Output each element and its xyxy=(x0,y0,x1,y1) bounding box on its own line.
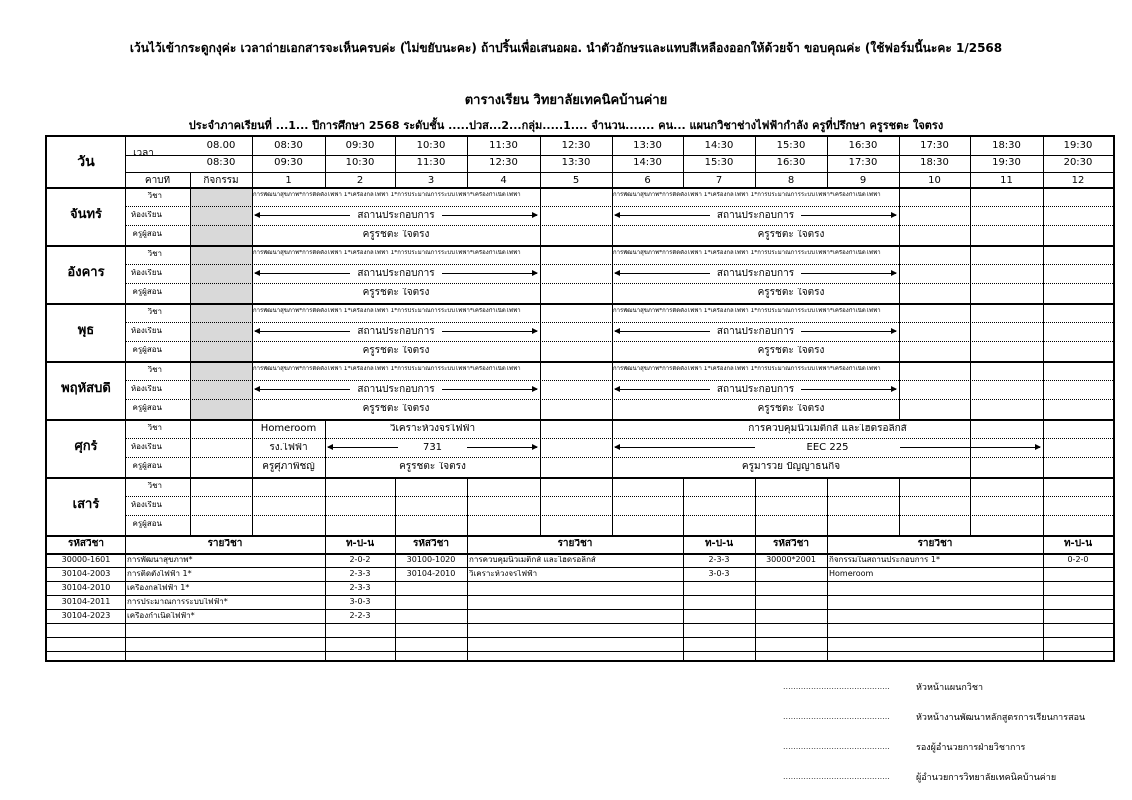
signature-title: หัวหน้าแผนกวิชา xyxy=(916,683,984,693)
left-arrow xyxy=(615,331,710,332)
col-line xyxy=(325,477,326,535)
period-number: 8 xyxy=(787,176,795,186)
col-line xyxy=(970,187,971,245)
subject-cell: การพัฒนาสุขภาพ*การติดตั้งไฟฟ้า 1*เครื่องกลไฟฟ้า 1*การประมาณการระบบไฟฟ้า*เครื่องกำเนิดไฟฟ้า xyxy=(613,250,881,256)
start-time: 16:30 xyxy=(848,141,878,151)
course-code: 30104-2011 xyxy=(61,598,111,606)
row-label-room: ห้องเรียน xyxy=(130,501,162,509)
left-arrow xyxy=(615,389,710,390)
col-line xyxy=(125,419,126,477)
period-number: 10 xyxy=(928,176,941,186)
end-time: 19:30 xyxy=(992,158,1021,168)
row-label-teacher: ครูผู้สอน xyxy=(132,404,162,412)
col-line xyxy=(190,245,191,303)
day-header: วัน xyxy=(77,155,95,169)
room-cell: 731 xyxy=(422,443,443,453)
course-header: รายวิชา xyxy=(917,539,953,549)
course-code: 30100-1020 xyxy=(406,556,456,564)
col-line xyxy=(540,303,541,361)
activity-header: กิจกรรม xyxy=(203,176,239,186)
course-col-line xyxy=(827,535,828,660)
room-cell: สถานประกอบการ xyxy=(357,211,435,221)
end-time: 20:30 xyxy=(1063,158,1093,168)
room-cell: สถานประกอบการ xyxy=(716,327,795,337)
right-arrow xyxy=(442,389,537,390)
class-info: ประจำภาคเรียนที่ ...1... ปีการศึกษา 2568 ระดับชั้น .....ปวส...2...กลุ่ม.....1.... จำนวน....... คน... แผนกวิชาช่างไฟฟ้ากำลัง ครูที่ปรึกษา ครูรชตะ ใจตรง xyxy=(188,119,944,132)
start-time: 19:30 xyxy=(1063,141,1093,151)
homeroom-room: รง.ไฟฟ้า xyxy=(269,443,308,453)
time-header: เวลา xyxy=(133,149,154,159)
course-header: รายวิชา xyxy=(557,539,593,549)
col-line xyxy=(125,361,126,419)
subrow-line xyxy=(125,341,1113,342)
course-row-line xyxy=(47,637,1113,638)
start-time: 13:30 xyxy=(633,141,662,151)
day-separator xyxy=(47,303,1113,305)
signature-title: ผู้อำนวยการวิทยาลัยเทคนิคบ้านค่าย xyxy=(916,773,1057,783)
end-time: 13:30 xyxy=(561,158,591,168)
page-title: ตารางเรียน วิทยาลัยเทคนิคบ้านค่าย xyxy=(464,93,668,108)
left-arrow xyxy=(615,273,710,274)
end-time: 14:30 xyxy=(633,158,662,168)
col-line xyxy=(540,187,541,245)
right-arrow xyxy=(801,215,896,216)
period-number: 1 xyxy=(285,176,292,186)
col-line xyxy=(190,477,191,535)
course-credit: 2-0-2 xyxy=(349,556,371,564)
col-line xyxy=(755,477,756,535)
course-code: 30104-2023 xyxy=(61,612,111,620)
col-line xyxy=(970,303,971,361)
course-name: การติดตั้งไฟฟ้า 1* xyxy=(127,570,192,578)
row-label-teacher: ครูผู้สอน xyxy=(132,346,162,354)
right-arrow xyxy=(801,389,896,390)
subject-cell: วิเคราะห์วงจรไฟฟ้า xyxy=(389,424,476,434)
day-separator xyxy=(47,245,1113,247)
col-line xyxy=(125,245,126,303)
left-arrow xyxy=(255,331,350,332)
course-header: รหัสวิชา xyxy=(412,539,450,549)
course-code: 30104-2010 xyxy=(61,584,111,592)
course-code: 30000-1601 xyxy=(61,556,111,564)
subrow-line xyxy=(125,225,1113,226)
signature-line: .......................................... xyxy=(783,712,890,721)
col-line xyxy=(467,477,468,535)
col-line xyxy=(125,187,126,245)
teacher-cell: ครูรชตะ ใจตรง xyxy=(362,288,430,298)
course-credit: 2-2-3 xyxy=(349,612,371,620)
col-line xyxy=(125,477,126,535)
right-arrow xyxy=(900,447,1040,448)
start-time: 12:30 xyxy=(561,141,591,151)
subject-cell: การพัฒนาสุขภาพ*การติดตั้งไฟฟ้า 1*เครื่องกลไฟฟ้า 1*การประมาณการระบบไฟฟ้า*เครื่องกำเนิดไฟฟ้า xyxy=(613,192,881,198)
end-time: 09:30 xyxy=(274,158,303,168)
course-name: การประมาณการระบบไฟฟ้า* xyxy=(127,598,228,606)
teacher-cell: ครูรชตะ ใจตรง xyxy=(757,230,825,240)
course-header: รายวิชา xyxy=(207,539,243,549)
teacher-cell: ครูรชตะ ใจตรง xyxy=(362,230,430,240)
period-number: 5 xyxy=(572,176,580,186)
col-line xyxy=(683,477,684,535)
room-cell: สถานประกอบการ xyxy=(716,385,795,395)
start-time: 08:30 xyxy=(274,141,303,151)
course-header-line xyxy=(47,553,1113,555)
col-line xyxy=(612,477,613,535)
course-code: 30000*2001 xyxy=(766,556,816,564)
row-label-subject: วิชา xyxy=(147,308,162,316)
col-line xyxy=(540,245,541,303)
subject-cell: การพัฒนาสุขภาพ*การติดตั้งไฟฟ้า 1*เครื่องกลไฟฟ้า 1*การประมาณการระบบไฟฟ้า*เครื่องกำเนิดไฟฟ้า xyxy=(253,366,521,372)
end-time: 18:30 xyxy=(920,158,949,168)
header-line xyxy=(125,172,1113,173)
end-time: 12:30 xyxy=(489,158,518,168)
course-col-line xyxy=(395,535,396,660)
end-time: 15:30 xyxy=(704,158,734,168)
col-line xyxy=(1043,303,1044,361)
homeroom-teacher: ครูศุภาพิชญ์ xyxy=(262,462,315,472)
subrow-line xyxy=(125,438,1113,439)
day-separator xyxy=(47,419,1113,421)
course-header: ท-ป-น xyxy=(345,539,375,549)
right-arrow xyxy=(442,215,537,216)
col-line xyxy=(125,303,126,361)
signature-title: หัวหน้างานพัฒนาหลักสูตรการเรียนการสอน xyxy=(916,713,1086,723)
start-time: 17:30 xyxy=(920,141,949,151)
period-header: คาบที่ xyxy=(144,176,171,186)
row-label-room: ห้องเรียน xyxy=(130,385,162,393)
col-line xyxy=(1043,361,1044,419)
teacher-cell: ครูมารวย ปัญญาธนกิจ xyxy=(741,462,841,472)
teacher-cell: ครูรชตะ ใจตรง xyxy=(362,404,430,414)
start-time: 08.00 xyxy=(206,141,236,151)
left-arrow xyxy=(615,215,710,216)
subject-cell: การพัฒนาสุขภาพ*การติดตั้งไฟฟ้า 1*เครื่องกลไฟฟ้า 1*การประมาณการระบบไฟฟ้า*เครื่องกำเนิดไฟฟ้า xyxy=(253,250,521,256)
end-time: 17:30 xyxy=(848,158,878,168)
teacher-cell: ครูรชตะ ใจตรง xyxy=(399,462,466,472)
right-arrow xyxy=(442,331,537,332)
period-number: 4 xyxy=(500,176,507,186)
col-line xyxy=(540,361,541,419)
subrow-line xyxy=(125,457,1113,458)
course-header: รหัสวิชา xyxy=(67,539,105,549)
subrow-line xyxy=(125,206,1113,207)
room-cell: EEC 225 xyxy=(806,443,849,453)
course-col-line xyxy=(755,535,756,660)
col-line xyxy=(190,361,191,419)
row-label-subject: วิชา xyxy=(147,192,162,200)
course-credit: 2-3-3 xyxy=(349,570,371,578)
course-header: ท-ป-น xyxy=(704,539,734,549)
day-separator xyxy=(47,477,1113,479)
day-name: อังคาร xyxy=(67,266,105,279)
signature-line: .......................................... xyxy=(783,772,890,781)
course-col-line xyxy=(683,535,684,660)
start-time: 15:30 xyxy=(776,141,806,151)
day-name: พฤหัสบดี xyxy=(61,382,111,395)
row-label-subject: วิชา xyxy=(147,482,162,490)
row-label-subject: วิชา xyxy=(147,424,162,432)
col-line xyxy=(190,303,191,361)
end-time: 08:30 xyxy=(206,158,236,168)
room-cell: สถานประกอบการ xyxy=(357,385,435,395)
course-credit: 2-3-3 xyxy=(708,556,730,564)
subrow-line xyxy=(125,264,1113,265)
course-row-line xyxy=(47,651,1113,652)
subrow-line xyxy=(125,515,1113,516)
room-cell: สถานประกอบการ xyxy=(716,269,795,279)
col-line xyxy=(540,419,541,477)
teacher-cell: ครูรชตะ ใจตรง xyxy=(757,288,825,298)
period-number: 6 xyxy=(644,176,651,186)
col-line xyxy=(970,245,971,303)
left-arrow xyxy=(328,447,398,448)
row-label-teacher: ครูผู้สอน xyxy=(132,230,162,238)
subject-cell: การควบคุมนิวเมติกส์ และไฮดรอลิกส์ xyxy=(748,424,907,434)
signature-line: .......................................... xyxy=(783,682,890,691)
subrow-line xyxy=(125,322,1113,323)
room-cell: สถานประกอบการ xyxy=(716,211,795,221)
col-line xyxy=(540,477,541,535)
room-cell: สถานประกอบการ xyxy=(357,269,435,279)
teacher-cell: ครูรชตะ ใจตรง xyxy=(757,346,825,356)
course-credit: 3-0-3 xyxy=(349,598,371,606)
period-number: 11 xyxy=(1000,176,1013,186)
course-row-line xyxy=(47,623,1113,624)
period-number: 3 xyxy=(427,176,435,186)
day-name: พุธ xyxy=(77,324,95,337)
subject-cell: การพัฒนาสุขภาพ*การติดตั้งไฟฟ้า 1*เครื่องกลไฟฟ้า 1*การประมาณการระบบไฟฟ้า*เครื่องกำเนิดไฟฟ้า xyxy=(253,308,521,314)
col-line xyxy=(827,477,828,535)
col-line xyxy=(1043,245,1044,303)
course-name: เครื่องกำเนิดไฟฟ้า* xyxy=(127,612,195,620)
col-line xyxy=(899,477,900,535)
course-credit: 2-3-3 xyxy=(349,584,371,592)
signature-title: รองผู้อำนวยการฝ่ายวิชาการ xyxy=(916,743,1026,753)
course-row-line xyxy=(47,595,1113,596)
subrow-line xyxy=(125,399,1113,400)
col-line xyxy=(395,477,396,535)
left-arrow xyxy=(255,215,350,216)
course-name: การควบคุมนิวเมติกส์ และไฮดรอลิกส์ xyxy=(469,556,596,564)
row-label-teacher: ครูผู้สอน xyxy=(132,520,162,528)
period-number: 7 xyxy=(715,176,723,186)
subject-cell: การพัฒนาสุขภาพ*การติดตั้งไฟฟ้า 1*เครื่องกลไฟฟ้า 1*การประมาณการระบบไฟฟ้า*เครื่องกำเนิดไฟฟ้า xyxy=(253,192,521,198)
col-line xyxy=(970,477,971,535)
subrow-line xyxy=(125,496,1113,497)
course-credit: 0-2-0 xyxy=(1067,556,1089,564)
course-col-line xyxy=(125,535,126,660)
start-time: 18:30 xyxy=(992,141,1021,151)
subject-cell: การพัฒนาสุขภาพ*การติดตั้งไฟฟ้า 1*เครื่องกลไฟฟ้า 1*การประมาณการระบบไฟฟ้า*เครื่องกำเนิดไฟฟ้า xyxy=(613,308,881,314)
start-time: 14:30 xyxy=(704,141,734,151)
col-line xyxy=(1043,187,1044,245)
end-time: 16:30 xyxy=(776,158,806,168)
col-line xyxy=(252,477,253,535)
instruction-note: เว้นไว้เข้ากระดูกงุค่ะ เวลาถ่ายเอกสารจะเห็นครบค่ะ (ไม่ขยับนะคะ) ถ้าปริ้นเพื่อเสนอผอ. นำตัวอักษรและแทบสีเหลืองออกให้ด้วยจ้า ขอบคุณค่ะ (ใช้ฟอร์มนี้นะคะ 1/2568 xyxy=(129,41,1003,55)
teacher-cell: ครูรชตะ ใจตรง xyxy=(757,404,825,414)
course-row-line xyxy=(47,609,1113,610)
col-line xyxy=(190,419,191,477)
col-line xyxy=(190,187,191,245)
course-name: วิเคราะห์วงจรไฟฟ้า xyxy=(469,570,538,578)
row-label-teacher: ครูผู้สอน xyxy=(132,288,162,296)
course-row-line xyxy=(47,567,1113,568)
row-label-room: ห้องเรียน xyxy=(130,211,162,219)
start-time: 09:30 xyxy=(345,141,375,151)
row-label-subject: วิชา xyxy=(147,366,162,374)
row-label-room: ห้องเรียน xyxy=(130,269,162,277)
day-name: ศุกร์ xyxy=(74,440,98,453)
course-code: 30104-2010 xyxy=(406,570,456,578)
day-name: จันทร์ xyxy=(69,208,103,221)
col-line xyxy=(1043,477,1044,535)
course-name: Homeroom xyxy=(829,570,874,578)
right-arrow xyxy=(442,273,537,274)
period-number: 9 xyxy=(859,176,867,186)
header-bottom-line xyxy=(47,187,1113,189)
right-arrow xyxy=(801,273,896,274)
row-label-subject: วิชา xyxy=(147,250,162,258)
course-name: เครื่องกลไฟฟ้า 1* xyxy=(127,584,190,592)
course-name: กิจกรรมในสถานประกอบการ 1* xyxy=(829,556,940,564)
subject-cell: การพัฒนาสุขภาพ*การติดตั้งไฟฟ้า 1*เครื่องกลไฟฟ้า 1*การประมาณการระบบไฟฟ้า*เครื่องกำเนิดไฟฟ้า xyxy=(613,366,881,372)
course-header: ท-ป-น xyxy=(1063,539,1093,549)
section-separator xyxy=(47,535,1113,537)
left-arrow xyxy=(255,389,350,390)
start-time: 11:30 xyxy=(489,141,518,151)
course-code: 30104-2003 xyxy=(61,570,111,578)
header-line xyxy=(125,155,1113,156)
course-header: รหัสวิชา xyxy=(772,539,810,549)
period-number: 2 xyxy=(356,176,364,186)
course-name: การพัฒนาสุขภาพ* xyxy=(127,556,193,564)
right-arrow xyxy=(467,447,537,448)
teacher-cell: ครูรชตะ ใจตรง xyxy=(362,346,430,356)
signature-line: .......................................... xyxy=(783,742,890,751)
col-line xyxy=(970,361,971,419)
subrow-line xyxy=(125,380,1113,381)
end-time: 10:30 xyxy=(345,158,375,168)
day-separator xyxy=(47,361,1113,363)
course-credit: 3-0-3 xyxy=(708,570,730,578)
room-cell: สถานประกอบการ xyxy=(357,327,435,337)
period-number: 12 xyxy=(1071,176,1085,186)
subrow-line xyxy=(125,283,1113,284)
homeroom-cell: Homeroom xyxy=(260,424,317,434)
row-label-room: ห้องเรียน xyxy=(130,443,162,451)
start-time: 10:30 xyxy=(416,141,446,151)
row-label-teacher: ครูผู้สอน xyxy=(132,462,162,470)
right-arrow xyxy=(801,331,896,332)
course-row-line xyxy=(47,581,1113,582)
course-col-line xyxy=(1043,535,1044,660)
day-name: เสาร์ xyxy=(72,498,100,511)
col-line xyxy=(1043,419,1044,477)
left-arrow xyxy=(255,273,350,274)
course-col-line xyxy=(467,535,468,660)
left-arrow xyxy=(615,447,755,448)
row-label-room: ห้องเรียน xyxy=(130,327,162,335)
end-time: 11:30 xyxy=(416,158,446,168)
